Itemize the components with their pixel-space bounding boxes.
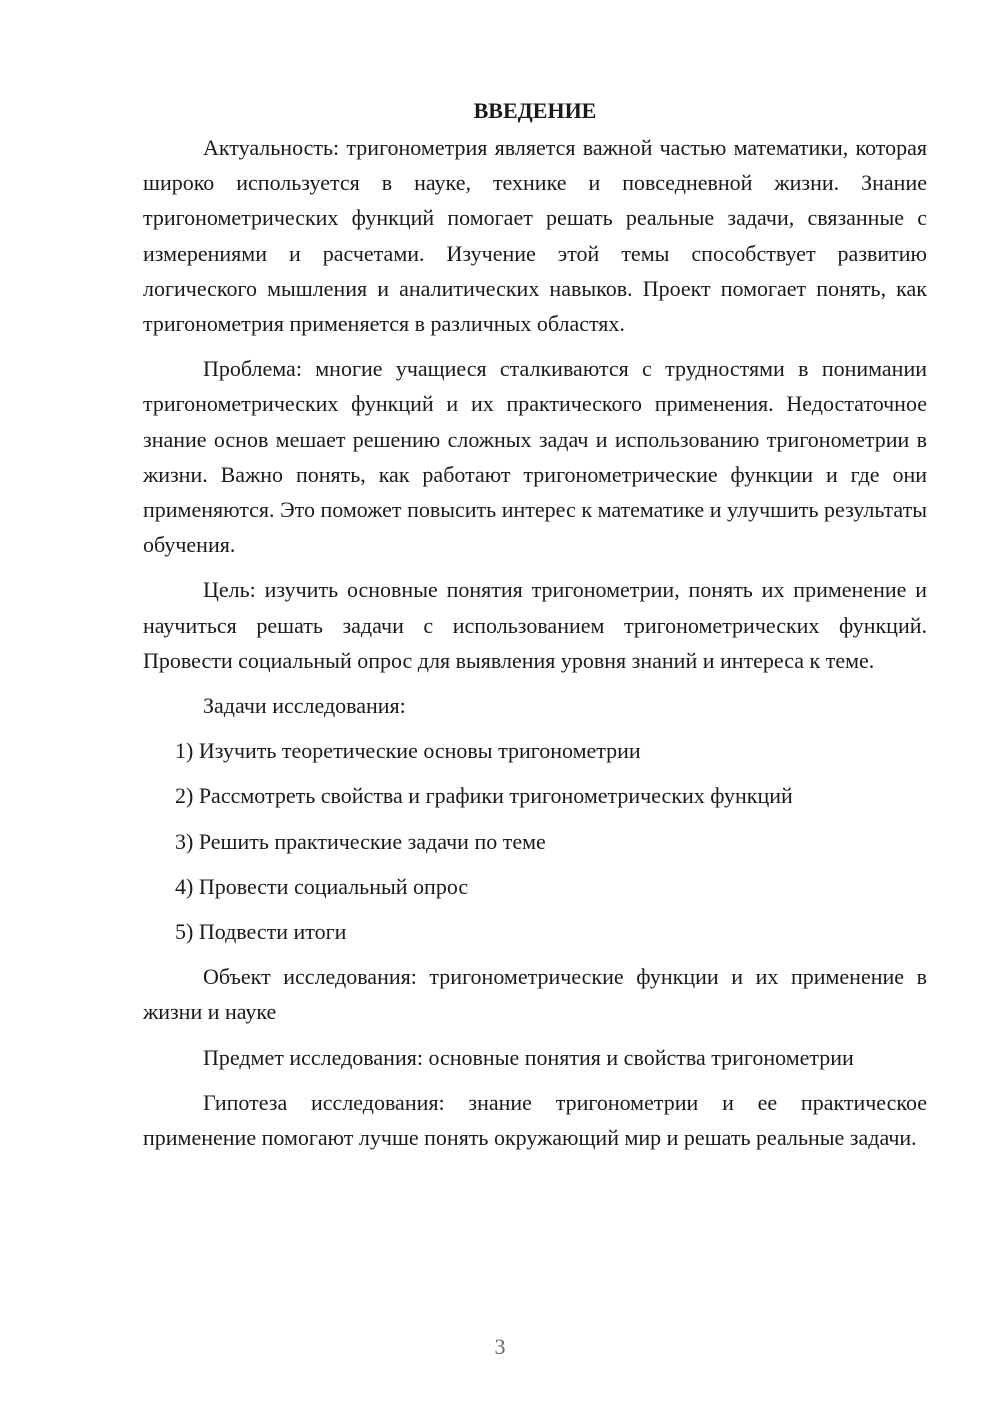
subject-paragraph: Предмет исследования: основные понятия и свойства тригонометрии [203, 1044, 854, 1070]
list-item: 4) Провести социальный опрос [175, 873, 469, 899]
list-item: 2) Рассмотреть свойства и графики тригонометрических функций [175, 783, 793, 809]
tasks-heading: Задачи исследования: [203, 693, 406, 719]
list-item: 1) Изучить теоретические основы тригонометрии [175, 738, 641, 764]
goal-paragraph: Цель: изучить основные понятия тригонометрии, понять их применение и научиться решать задачи с использованием тригонометрических функций. Провести социальный опрос для выявления уровня знаний и интереса к теме. [143, 577, 927, 673]
tasks-list [143, 733, 927, 949]
document-page [143, 96, 927, 1165]
page-title: ВВЕДЕНИЕ [473, 98, 597, 123]
list-item: 5) Подвести итоги [175, 919, 347, 945]
problem-paragraph: Проблема: многие учащиеся сталкиваются с трудностями в понимании тригонометрических функций и их практического применения. Недостаточное знание основ мешает решению сложных задач и использованию тригонометрии в жизни. Важно понять, как работают тригонометрические функции и где они применяются. Это поможет повысить интерес к математике и улучшить результаты обучения. [143, 356, 927, 558]
object-paragraph: Объект исследования: тригонометрические функции и их применение в жизни и науке [143, 964, 927, 1025]
page-number: 3 [494, 1334, 506, 1359]
relevance-paragraph: Актуальность: тригонометрия является важной частью математики, которая широко используется в науке, технике и повседневной жизни. Знание тригонометрических функций помогает решать реальные задачи, связанные с измерениями и расчетами. Изучение этой темы способствует развитию логического мышления и аналитических навыков. Проект помогает понять, как тригонометрия применяется в различных областях. [143, 135, 927, 337]
list-item: 3) Решить практические задачи по теме [175, 828, 546, 854]
hypothesis-paragraph: Гипотеза исследования: знание тригонометрии и ее практическое применение помогают лучше понять окружающий мир и решать реальные задачи. [143, 1089, 927, 1151]
